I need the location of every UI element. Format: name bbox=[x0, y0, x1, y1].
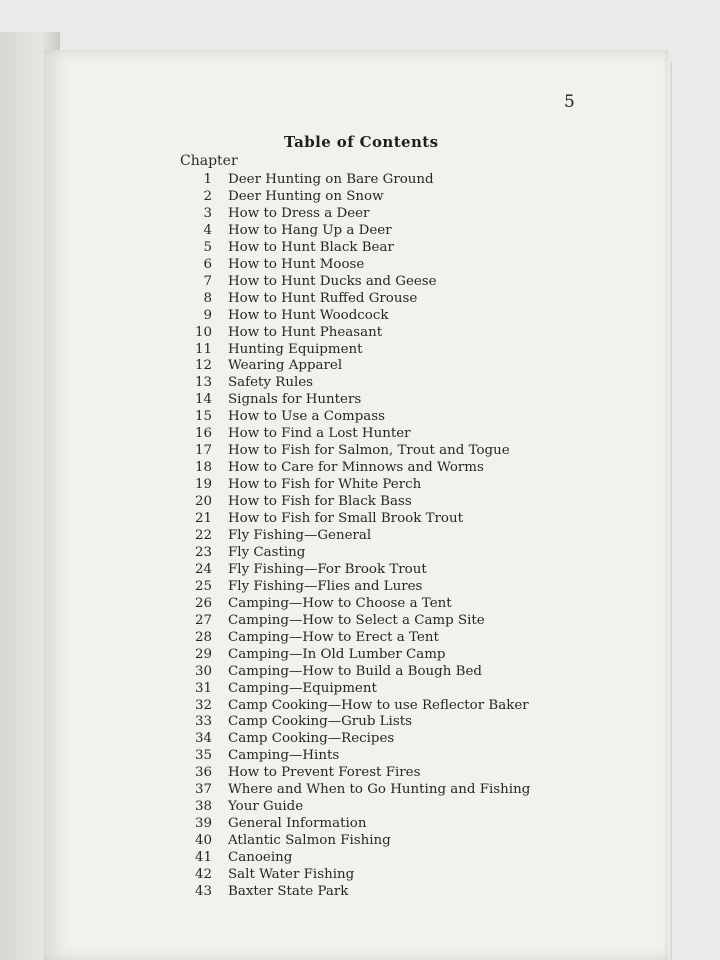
toc-entry-title: How to Hunt Moose bbox=[228, 257, 365, 272]
toc-entry-title: How to Dress a Deer bbox=[228, 206, 370, 221]
toc-entry bbox=[180, 816, 580, 832]
toc-entry-title: Fly Fishing—For Brook Trout bbox=[228, 562, 427, 577]
toc-entry bbox=[180, 698, 580, 714]
toc-entry bbox=[180, 274, 580, 290]
toc-entry bbox=[180, 850, 580, 866]
toc-entry-number: 13 bbox=[194, 375, 212, 390]
toc-entry bbox=[180, 799, 580, 815]
toc-entry-number: 14 bbox=[194, 392, 212, 407]
toc-entry-number: 41 bbox=[194, 850, 212, 865]
toc-entry bbox=[180, 375, 580, 391]
toc-entry-number: 28 bbox=[194, 630, 212, 645]
toc-entry-title: How to Fish for Black Bass bbox=[228, 494, 412, 509]
toc-entry bbox=[180, 257, 580, 273]
toc-entry-title: Hunting Equipment bbox=[228, 342, 363, 357]
toc-entry-number: 17 bbox=[194, 443, 212, 458]
toc-entry-number: 9 bbox=[203, 308, 212, 323]
chapter-column-heading: Chapter bbox=[180, 153, 238, 169]
toc-entry-title: Fly Fishing—General bbox=[228, 528, 372, 543]
toc-entry-title: How to Hunt Black Bear bbox=[228, 240, 394, 255]
toc-entry-title: How to Fish for White Perch bbox=[228, 477, 422, 492]
toc-entry bbox=[180, 358, 580, 374]
toc-entry-title: Safety Rules bbox=[228, 375, 314, 390]
toc-entry-number: 19 bbox=[194, 477, 212, 492]
toc-entry-title: How to Find a Lost Hunter bbox=[228, 426, 411, 441]
toc-entry-number: 30 bbox=[194, 664, 212, 679]
toc-entry-title: How to Hang Up a Deer bbox=[228, 223, 392, 238]
toc-entry-title: General Information bbox=[228, 816, 367, 831]
toc-entry-title: Fly Fishing—Flies and Lures bbox=[228, 579, 423, 594]
toc-entry bbox=[180, 714, 580, 730]
toc-entry-title: Camping—How to Select a Camp Site bbox=[228, 613, 485, 628]
toc-entry-number: 36 bbox=[194, 765, 212, 780]
toc-entry bbox=[180, 511, 580, 527]
toc-entry-number: 38 bbox=[194, 799, 212, 814]
toc-entry bbox=[180, 240, 580, 256]
toc-entry-number: 10 bbox=[194, 325, 212, 340]
toc-entry bbox=[180, 630, 580, 646]
toc-entry bbox=[180, 206, 580, 222]
toc-entry bbox=[180, 494, 580, 510]
toc-entry-title: Your Guide bbox=[228, 799, 304, 814]
toc-entry bbox=[180, 647, 580, 663]
toc-entry-number: 24 bbox=[194, 562, 212, 577]
toc-entry-number: 26 bbox=[194, 596, 212, 611]
toc-title: Table of Contents bbox=[284, 133, 439, 151]
toc-entry-title: Camping—How to Build a Bough Bed bbox=[228, 664, 482, 679]
toc-entry-number: 6 bbox=[203, 257, 212, 272]
toc-entry-number: 8 bbox=[203, 291, 212, 306]
toc-entry-title: How to Hunt Pheasant bbox=[228, 325, 383, 340]
toc-entry-number: 21 bbox=[194, 511, 212, 526]
toc-entry-title: Camp Cooking—Recipes bbox=[228, 731, 395, 746]
toc-entry-title: Deer Hunting on Bare Ground bbox=[228, 172, 434, 187]
toc-entry bbox=[180, 782, 580, 798]
toc-entry-number: 20 bbox=[194, 494, 212, 509]
page-number: 5 bbox=[564, 92, 575, 112]
toc-entry-title: Camping—Equipment bbox=[228, 681, 377, 696]
toc-entry-title: Wearing Apparel bbox=[228, 358, 343, 373]
toc-entry bbox=[180, 664, 580, 680]
toc-entry-title: Camping—How to Choose a Tent bbox=[228, 596, 452, 611]
toc-entry-number: 35 bbox=[194, 748, 212, 763]
toc-entry-title: Atlantic Salmon Fishing bbox=[228, 833, 391, 848]
toc-entry-number: 18 bbox=[194, 460, 212, 475]
toc-entry-title: Salt Water Fishing bbox=[228, 867, 355, 882]
toc-entry bbox=[180, 291, 580, 307]
toc-entry-number: 12 bbox=[194, 358, 212, 373]
toc-entry-number: 25 bbox=[194, 579, 212, 594]
toc-entry-number: 33 bbox=[194, 714, 212, 729]
toc-entry-title: Camping—How to Erect a Tent bbox=[228, 630, 439, 645]
toc-entry-title: Deer Hunting on Snow bbox=[228, 189, 384, 204]
toc-entry bbox=[180, 443, 580, 459]
toc-entry bbox=[180, 579, 580, 595]
toc-entry bbox=[180, 172, 580, 188]
toc-entry-number: 31 bbox=[194, 681, 212, 696]
toc-entry-number: 22 bbox=[194, 528, 212, 543]
toc-entry bbox=[180, 613, 580, 629]
toc-entry-number: 15 bbox=[194, 409, 212, 424]
toc-entry bbox=[180, 681, 580, 697]
toc-entry-title: How to Prevent Forest Fires bbox=[228, 765, 421, 780]
toc-entry-number: 40 bbox=[194, 833, 212, 848]
toc-entry bbox=[180, 426, 580, 442]
toc-entry bbox=[180, 765, 580, 781]
toc-entry bbox=[180, 189, 580, 205]
toc-entry bbox=[180, 528, 580, 544]
toc-entry-number: 3 bbox=[203, 206, 212, 221]
toc-entry bbox=[180, 748, 580, 764]
toc-entry bbox=[180, 884, 580, 900]
toc-entry bbox=[180, 562, 580, 578]
toc-entry bbox=[180, 409, 580, 425]
toc-entry-number: 11 bbox=[194, 342, 212, 357]
toc-entry-title: Camp Cooking—Grub Lists bbox=[228, 714, 412, 729]
toc-entry bbox=[180, 867, 580, 883]
toc-entry-number: 42 bbox=[194, 867, 212, 882]
toc-entry-title: How to Fish for Small Brook Trout bbox=[228, 511, 463, 526]
toc-entry-title: Fly Casting bbox=[228, 545, 306, 560]
toc-entry bbox=[180, 223, 580, 239]
toc-entry-number: 43 bbox=[194, 884, 212, 899]
toc-entry-title: How to Hunt Ducks and Geese bbox=[228, 274, 437, 289]
toc-entry-title: Where and When to Go Hunting and Fishing bbox=[228, 782, 531, 797]
toc-entry bbox=[180, 460, 580, 476]
toc-entry bbox=[180, 545, 580, 561]
toc-entry-number: 29 bbox=[194, 647, 212, 662]
toc-entry-number: 1 bbox=[203, 172, 212, 187]
toc-entry bbox=[180, 308, 580, 324]
toc-entry-title: How to Hunt Woodcock bbox=[228, 308, 389, 323]
toc-entry bbox=[180, 342, 580, 358]
toc-entry-number: 4 bbox=[203, 223, 212, 238]
toc-entry-title: How to Care for Minnows and Worms bbox=[228, 460, 484, 475]
toc-entry-title: Canoeing bbox=[228, 850, 293, 865]
toc-entry-title: How to Fish for Salmon, Trout and Togue bbox=[228, 443, 510, 458]
toc-entry-title: Camping—Hints bbox=[228, 748, 340, 763]
toc-entry-number: 16 bbox=[194, 426, 212, 441]
toc-entry-number: 27 bbox=[194, 613, 212, 628]
toc-entry bbox=[180, 392, 580, 408]
toc-entry bbox=[180, 477, 580, 493]
toc-entry-title: Camping—In Old Lumber Camp bbox=[228, 647, 446, 662]
toc-entry-title: How to Hunt Ruffed Grouse bbox=[228, 291, 418, 306]
toc-entry bbox=[180, 833, 580, 849]
toc-entry-number: 32 bbox=[194, 698, 212, 713]
toc-entry bbox=[180, 731, 580, 747]
toc-entry bbox=[180, 325, 580, 341]
toc-entry-title: Signals for Hunters bbox=[228, 392, 362, 407]
toc-entry-title: Camp Cooking—How to use Reflector Baker bbox=[228, 698, 529, 713]
toc-entry-number: 2 bbox=[203, 189, 212, 204]
toc-entry-title: Baxter State Park bbox=[228, 884, 349, 899]
toc-entry bbox=[180, 596, 580, 612]
toc-entry-title: How to Use a Compass bbox=[228, 409, 386, 424]
toc-entry-number: 5 bbox=[203, 240, 212, 255]
toc-entry-number: 34 bbox=[194, 731, 212, 746]
toc-entry-number: 39 bbox=[194, 816, 212, 831]
toc-entry-number: 23 bbox=[194, 545, 212, 560]
toc-entry-number: 37 bbox=[194, 782, 212, 797]
toc-entry-number: 7 bbox=[203, 274, 212, 289]
